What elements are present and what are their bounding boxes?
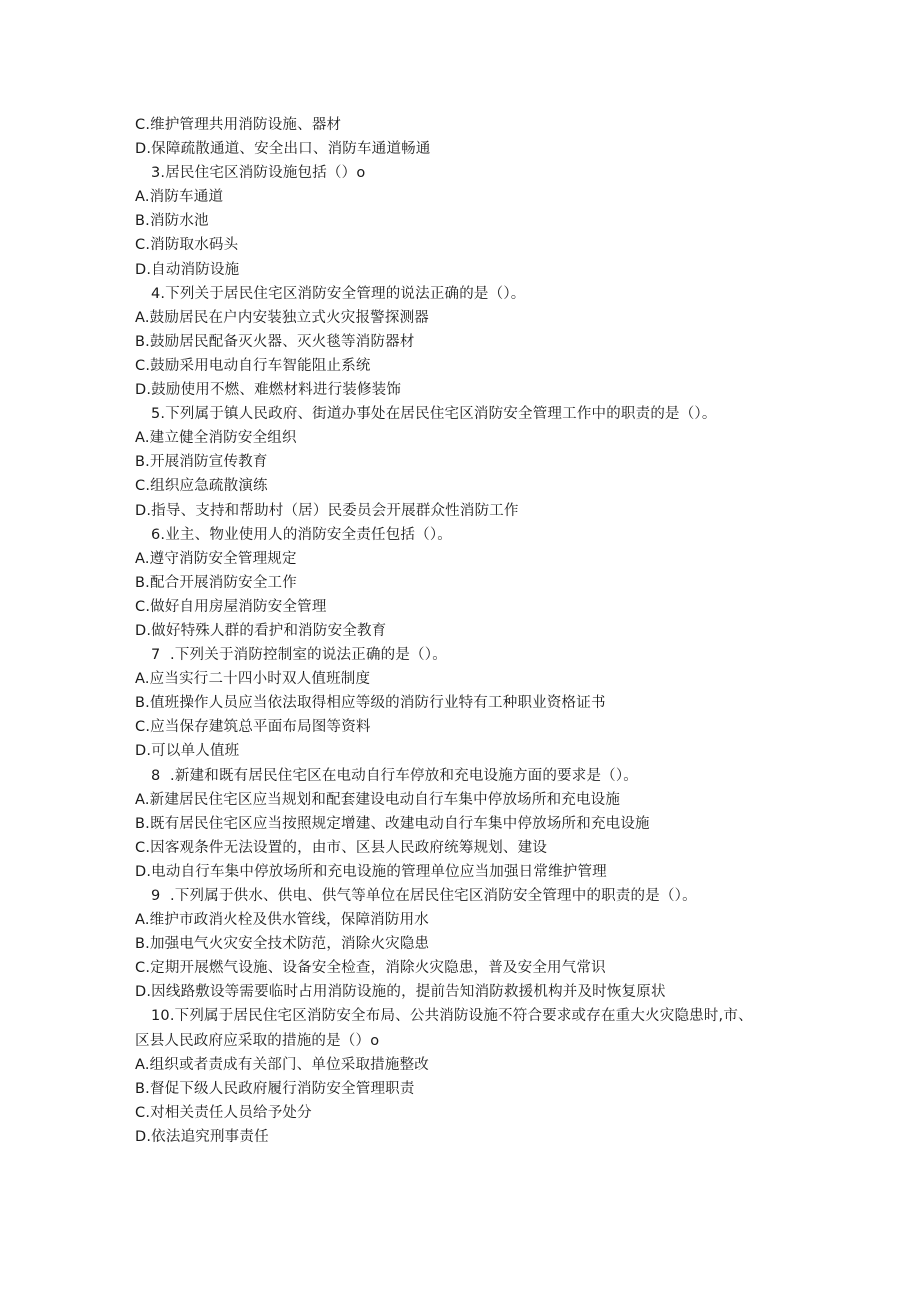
- option-d: D.自动消防设施: [135, 261, 240, 278]
- option-c: C.做好自用房屋消防安全管理: [135, 598, 327, 615]
- option-b: B.配合开展消防安全工作: [135, 574, 297, 591]
- question-6: 6.业主、物业使用人的消防安全责任包括（）。: [151, 526, 452, 543]
- option-b: B.加强电气火灾安全技术防范，消除火灾隐患: [135, 936, 430, 953]
- option-d: D.可以单人值班: [135, 743, 240, 760]
- option-d: D.指导、支持和帮助村（居）民委员会开展群众性消防工作: [135, 502, 519, 519]
- question-10-continuation: 区县人民政府应采取的措施的是（）o: [135, 1032, 380, 1049]
- option-c: C.因客观条件无法设置的，由市、区县人民政府统筹规划、建设: [135, 839, 548, 856]
- option-b: B.消防水池: [135, 213, 209, 230]
- question-3: 3.居民住宅区消防设施包括（）o: [151, 165, 366, 182]
- option-d: D.因线路敷设等需要临时占用消防设施的，提前告知消防救援机构并及时恢复原状: [135, 984, 666, 1001]
- option-b: B.值班操作人员应当依法取得相应等级的消防行业特有工种职业资格证书: [135, 695, 606, 712]
- option-c: C.定期开展燃气设施、设备安全检查，消除火灾隐患，普及安全用气常识: [135, 960, 606, 977]
- question-list: [135, 113, 795, 1149]
- option-a: A.应当实行二十四小时双人值班制度: [135, 671, 371, 688]
- option-d: D.电动自行车集中停放场所和充电设施的管理单位应当加强日常维护管理: [135, 863, 607, 880]
- option-b: B.既有居民住宅区应当按照规定增建、改建电动自行车集中停放场所和充电设施: [135, 815, 650, 832]
- question-4: 4.下列关于居民住宅区消防安全管理的说法正确的是（）。: [151, 285, 526, 302]
- question-8: 8 .新建和既有居民住宅区在电动自行车停放和充电设施方面的要求是（）。: [151, 767, 638, 784]
- option-c: C.应当保存建筑总平面布局图等资料: [135, 719, 371, 736]
- option-c: C.鼓励采用电动自行车智能阻止系统: [135, 357, 371, 374]
- option-a: A.维护市政消火栓及供水管线，保障消防用水: [135, 912, 429, 929]
- option-d: D.鼓励使用不燃、难燃材料进行装修装饰: [135, 382, 402, 399]
- option-a: A.建立健全消防安全组织: [135, 430, 297, 447]
- option-c: C.维护管理共用消防设施、器材: [135, 117, 342, 133]
- option-a: A.遵守消防安全管理规定: [135, 550, 297, 567]
- option-a: A.鼓励居民在户内安装独立式火灾报警探测器: [135, 309, 429, 326]
- question-10: 10.下列属于居民住宅区消防安全布局、公共消防设施不符合要求或存在重大火灾隐患时,市、: [151, 1008, 753, 1025]
- option-d: D.依法追究刑事责任: [135, 1128, 269, 1145]
- question-9: 9 .下列属于供水、供电、供气等单位在居民住宅区消防安全管理中的职责的是（）。: [151, 888, 697, 904]
- option-c: C.对相关责任人员给予处分: [135, 1104, 312, 1121]
- option-d: D.做好特殊人群的看护和消防安全教育: [135, 622, 387, 639]
- option-d: D.保障疏散通道、安全出口、消防车通道畅通: [135, 141, 431, 158]
- question-5: 5.下列属于镇人民政府、街道办事处在居民住宅区消防安全管理工作中的职责的是（）。: [151, 406, 717, 423]
- option-b: B.鼓励居民配备灭火器、灭火毯等消防器材: [135, 333, 415, 350]
- option-b: B.督促下级人民政府履行消防安全管理职责: [135, 1080, 415, 1097]
- option-a: A.消防车通道: [135, 189, 224, 206]
- option-c: C.组织应急疏散演练: [135, 478, 268, 495]
- option-a: A.组织或者责成有关部门、单位采取措施整改: [135, 1056, 429, 1073]
- option-c: C.消防取水码头: [135, 237, 239, 254]
- option-b: B.开展消防宣传教育: [135, 454, 268, 471]
- question-7: 7 .下列关于消防控制室的说法正确的是（）。: [151, 647, 447, 664]
- option-a: A.新建居民住宅区应当规划和配套建设电动自行车集中停放场所和充电设施: [135, 791, 621, 808]
